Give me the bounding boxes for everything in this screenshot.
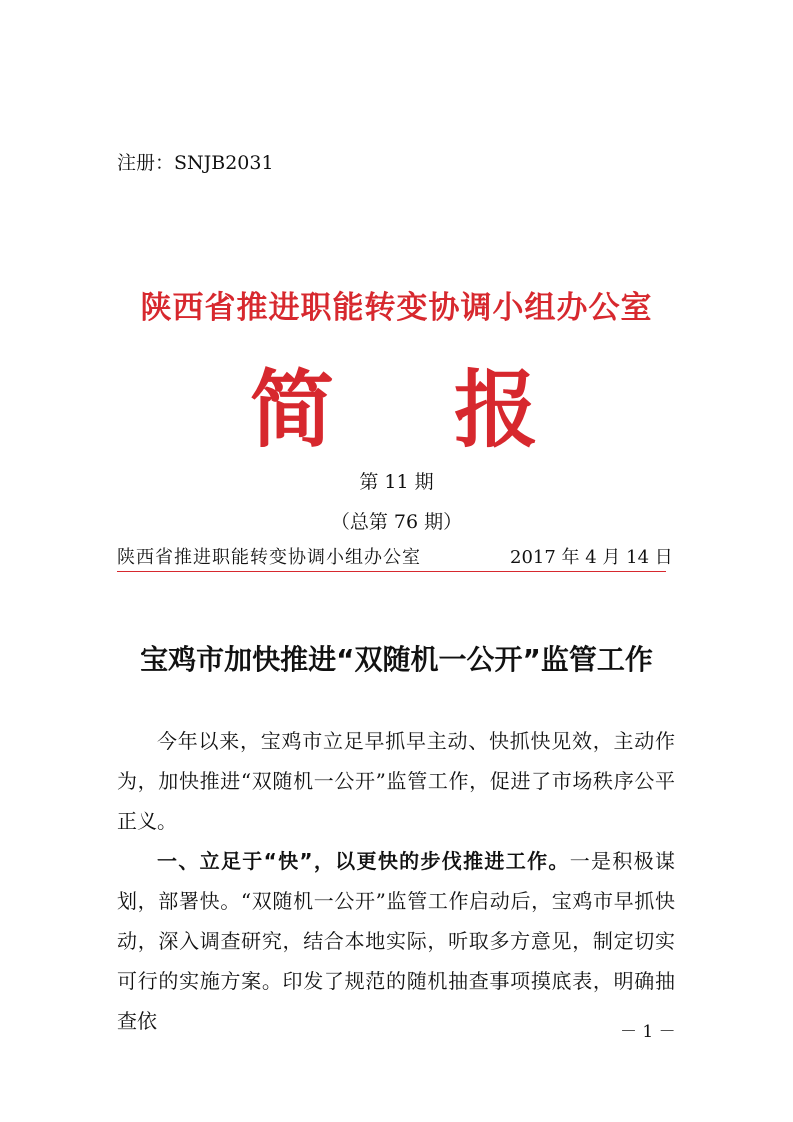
paragraph-section-1 <box>117 841 675 1041</box>
article-title: 宝鸡市加快推进“双随机一公开”监管工作 <box>140 643 653 676</box>
paragraph-intro: 今年以来，宝鸡市立足早抓早主动、快抓快见效，主动作为，加快推进“双随机一公开”监管工作，促进了市场秩序公平正义。 <box>117 729 675 833</box>
registration-number: 注册：SNJB2031 <box>117 152 274 174</box>
brief-title-char-1: 简 <box>250 361 335 459</box>
issuer-name: 陕西省推进职能转变协调小组办公室 <box>117 547 421 568</box>
issuing-office-title: 陕西省推进职能转变协调小组办公室 <box>140 290 653 326</box>
section-heading: 一、立足于“快”，以更快的步伐推进工作。 <box>157 849 570 873</box>
issue-date: 2017 年 4 月 14 日 <box>510 547 673 568</box>
section-text: 一是积极谋划，部署快。“双随机一公开”监管工作启动后，宝鸡市早抓快动，深入调查研究，结合本地实际，听取多方意见，制定切实可行的实施方案。印发了规范的随机抽查事项摸底表，明确抽查依 <box>117 849 676 1033</box>
page-number: － 1 － <box>620 1022 676 1042</box>
total-issue-number: （总第 76 期） <box>330 511 463 533</box>
brief-title-char-2: 报 <box>454 361 539 459</box>
header-divider <box>117 571 666 572</box>
article-body <box>117 721 675 1041</box>
issue-number: 第 11 期 <box>359 471 434 493</box>
